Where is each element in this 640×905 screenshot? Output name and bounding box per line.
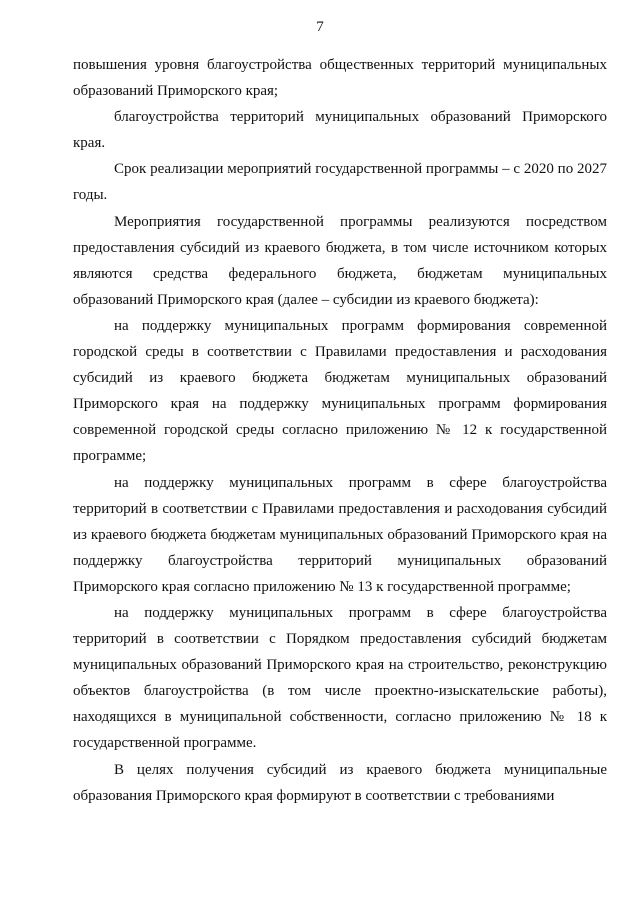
- paragraph-program-measures: Мероприятия государственной программы реализуются посредством предоставления субсидий из краевого бюджета, в том числе источником которых являются средства федерального бюджета, бюджетам муниципальных образований Приморского края (далее – субсидии из краевого бюджета):: [73, 213, 607, 308]
- page-number: 7: [316, 19, 324, 35]
- paragraph-construction-subsidy: на поддержку муниципальных программ в сфере благоустройства территорий в соответствии с Порядком предоставления субсидий бюджетам муниципальных образований Приморского края на строительство, реконструкцию объектов благоустройства (в том числе проектно-изыскательские работы), находящихся в муниципальной собственности, согласно приложению № 18 к государственной программе.: [73, 604, 607, 752]
- paragraph-territory-improvement-subsidy: на поддержку муниципальных программ в сфере благоустройства территорий в соответствии с Правилами предоставления и расходования субсидий из краевого бюджета бюджетам муниципальных образований Приморского края на поддержку благоустройства территорий муниципальных образований Приморского края согласно приложению № 13 к государственной программе;: [73, 474, 607, 595]
- paragraph-continuation: повышения уровня благоустройства общественных территорий муниципальных образований Приморского края;: [73, 57, 607, 100]
- paragraph-subsidy-requirements: В целях получения субсидий из краевого бюджета муниципальные образования Приморского края формируют в соответствии с требованиями: [73, 761, 607, 804]
- paragraph-implementation-period: Срок реализации мероприятий государственной программы – с 2020 по 2027 годы.: [73, 161, 607, 204]
- paragraph-urban-environment-subsidy: на поддержку муниципальных программ формирования современной городской среды в соответствии с Правилами предоставления и расходования субсидий из краевого бюджета бюджетам муниципальных образований Приморского края на поддержку муниципальных программ формирования современной городской среды согласно приложению № 12 к государственной программе;: [73, 317, 607, 465]
- document-body: [73, 52, 607, 809]
- paragraph-territories: благоустройства территорий муниципальных образований Приморского края.: [73, 109, 607, 152]
